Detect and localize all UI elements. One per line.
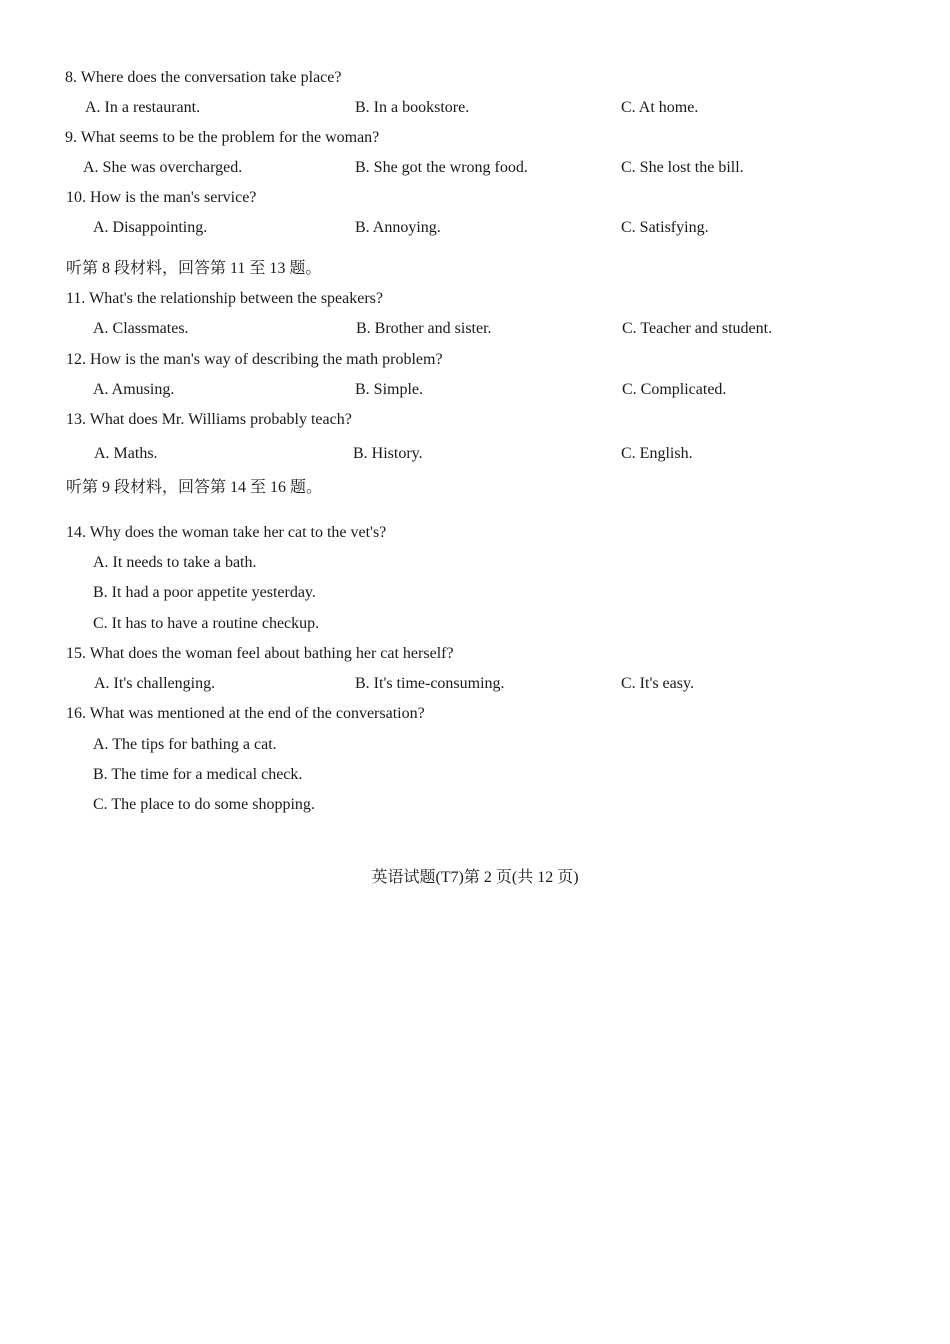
question-9-stem: 9. What seems to be the problem for the woman? xyxy=(65,129,380,146)
question-13-option-a: A. Maths. xyxy=(94,445,158,462)
question-13-option-b: B. History. xyxy=(353,445,423,462)
section-9-instruction: 听第 9 段材料，回答第 14 至 16 题。 xyxy=(66,479,323,496)
question-8-option-c: C. At home. xyxy=(621,99,699,116)
question-9-option-c: C. She lost the bill. xyxy=(621,159,744,176)
question-16-option-c: C. The place to do some shopping. xyxy=(93,796,315,813)
question-15-option-c: C. It's easy. xyxy=(621,675,694,692)
question-12-option-a: A. Amusing. xyxy=(93,381,175,398)
question-15-stem: 15. What does the woman feel about bathing her cat herself? xyxy=(66,645,454,662)
question-8-stem: 8. Where does the conversation take place? xyxy=(65,69,342,86)
question-14-option-a: A. It needs to take a bath. xyxy=(93,554,257,571)
question-9-option-b: B. She got the wrong food. xyxy=(355,159,528,176)
question-9-option-a: A. She was overcharged. xyxy=(83,159,243,176)
question-16-option-a: A. The tips for bathing a cat. xyxy=(93,736,277,753)
question-15-option-b: B. It's time-consuming. xyxy=(355,675,505,692)
question-10-option-c: C. Satisfying. xyxy=(621,219,709,236)
question-10-stem: 10. How is the man's service? xyxy=(66,189,257,206)
question-13-stem: 13. What does Mr. Williams probably teach? xyxy=(66,411,352,428)
page-footer: 英语试题(T7)第 2 页(共 12 页) xyxy=(371,869,579,886)
question-10-option-a: A. Disappointing. xyxy=(93,219,208,236)
question-16-option-b: B. The time for a medical check. xyxy=(93,766,303,783)
question-14-option-c: C. It has to have a routine checkup. xyxy=(93,615,320,632)
question-8-option-a: A. In a restaurant. xyxy=(85,99,201,116)
question-11-stem: 11. What's the relationship between the speakers? xyxy=(66,290,383,307)
question-15-option-a: A. It's challenging. xyxy=(94,675,216,692)
question-11-option-b: B. Brother and sister. xyxy=(356,320,492,337)
question-12-option-c: C. Complicated. xyxy=(622,381,727,398)
section-8-instruction: 听第 8 段材料，回答第 11 至 13 题。 xyxy=(66,260,322,277)
question-14-option-b: B. It had a poor appetite yesterday. xyxy=(93,584,316,601)
question-11-option-c: C. Teacher and student. xyxy=(622,320,773,337)
question-8-option-b: B. In a bookstore. xyxy=(355,99,470,116)
question-12-stem: 12. How is the man's way of describing the math problem? xyxy=(66,351,443,368)
question-16-stem: 16. What was mentioned at the end of the conversation? xyxy=(66,705,425,722)
question-13-option-c: C. English. xyxy=(621,445,693,462)
question-11-option-a: A. Classmates. xyxy=(93,320,189,337)
question-10-option-b: B. Annoying. xyxy=(355,219,441,236)
question-12-option-b: B. Simple. xyxy=(355,381,424,398)
question-14-stem: 14. Why does the woman take her cat to the vet's? xyxy=(66,524,387,541)
